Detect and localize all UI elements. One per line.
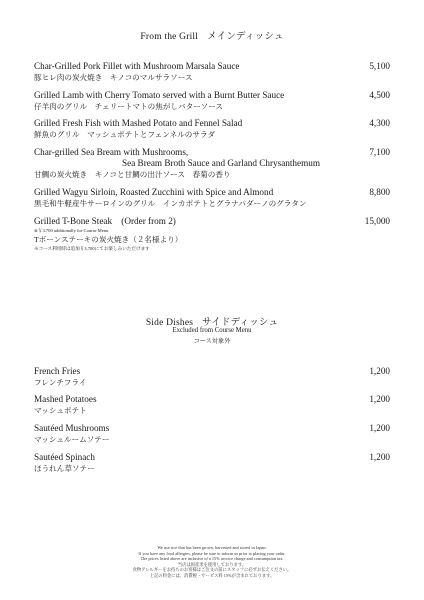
sides-excluded-jp: コース対象外 [193,338,231,345]
menu-item-jp: 鮮魚のグリル マッシュポテトとフェンネルのサラダ [34,130,216,139]
menu-item-lamb [34,90,390,112]
menu-item-price: 4,500 [369,90,390,100]
side-item-name: Sautéed Mushrooms [34,423,110,433]
side-item-spinach [34,452,390,474]
footer-line: 上記の料金には、消費税・サービス料 15%が含まれております。 [149,572,275,578]
menu-item-name: Grilled Fresh Fish with Mashed Potato and Fennel Salad [34,118,243,128]
menu-item-note-jp: ※コース利用時は追加￥3,700にてお楽しみいただけます [34,246,150,251]
grill-title-en: From the Grill [140,32,199,42]
side-item-price: 1,200 [369,452,390,462]
side-item-price: 1,200 [369,423,390,433]
menu-item-name: Grilled T-Bone Steak (Order from 2) [34,216,176,226]
menu-item-jp: 甘鯛の炭火焼き キノコと甘鯛の出汁ソース 春菊の香り [34,170,231,179]
grill-section-title [0,28,424,42]
menu-item-name: Grilled Wagyu Sirloin, Roasted Zucchini with Spice and Almond [34,187,274,197]
menu-item-price: 7,100 [369,147,390,157]
menu-item-name: Char-Grilled Pork Fillet with Mushroom Marsala Sauce [34,61,240,71]
grill-title-jp: メインディッシュ [207,32,284,42]
side-item-mushrooms [34,423,390,445]
side-item-jp: ほうれん草ソテー [34,464,95,473]
menu-item-pork [34,61,390,83]
sides-title-en: Side Dishes [145,318,194,328]
menu-item-fish [34,118,390,140]
menu-item-name-line2: Sea Bream Broth Sauce and Garland Chrysanthemum [122,158,320,168]
menu-item-jp: Tボーンステーキの炭火焼き（２名様より） [34,235,183,244]
side-item-name: Sautéed Spinach [34,452,95,462]
menu-item-price: 4,300 [369,118,390,128]
menu-item-price: 8,800 [369,187,390,197]
footer-line: 食物アレルギーをお持ちのお客様はご注文の前にスタッフに必ずお伝えください。 [132,567,292,573]
footer-line: We use rice that has been grown, harvested and stored in Japan. [157,545,267,550]
side-item-jp: マッシュポテト [34,406,87,415]
side-item-jp: マッシュルームソテー [34,435,110,444]
footer-line: If you have any food allergies, please be sure to inform us prior to placing your order. [138,550,286,556]
sides-excluded-en: Excluded from Course Menu [172,327,252,334]
footer-notes [0,545,424,579]
side-item-jp: フレンチフライ [34,378,87,387]
side-item-price: 1,200 [369,366,390,376]
side-item-mashed [34,394,390,416]
side-item-price: 1,200 [369,394,390,404]
menu-item-jp: 豚ヒレ肉の炭火焼き キノコのマルサラソース [34,73,193,82]
menu-item-jp: 仔羊肉のグリル チェリートマトの焦がしバターソース [34,102,223,111]
menu-item-price: 5,100 [369,61,390,71]
side-item-name: Mashed Potatoes [34,394,97,404]
menu-item-name: Grilled Lamb with Cherry Tomato served with a Burnt Butter Sauce [34,90,285,100]
menu-item-tbone [34,216,390,252]
sides-section-title [0,314,424,328]
menu-item-wagyu [34,187,390,209]
menu-item-sea-bream [34,147,390,180]
sides-title-jp: サイドディッシュ [202,318,279,328]
menu-item-jp: 黒毛和牛軽産牛サーロインのグリル インカポテトとグラナパダーノのグラタン [34,199,307,208]
menu-item-note-en: ※￥3,700 additionally for Course Menu [34,228,109,233]
side-item-fries [34,366,390,388]
footer-line: The prices listed above are inclusive of a 15% service charge and consumption tax. [140,556,284,562]
menu-item-name: Char-grilled Sea Bream with Mushrooms, [34,147,189,157]
menu-item-price: 15,000 [364,216,390,226]
side-item-name: French Fries [34,366,81,376]
footer-line: 当店は国産米を使用しております。 [177,561,247,567]
